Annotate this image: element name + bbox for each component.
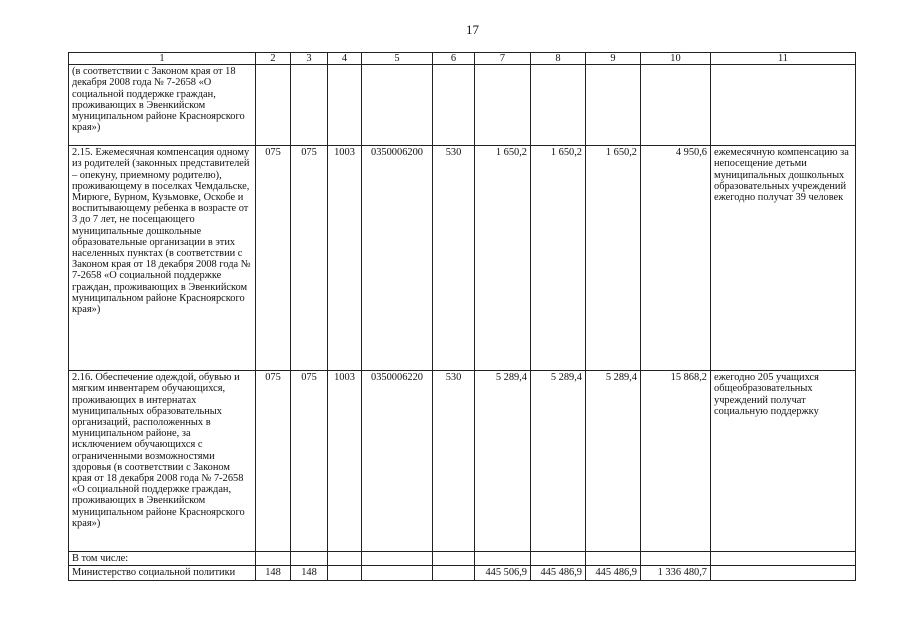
cell-expense-type — [433, 65, 475, 146]
cell-total: 15 868,2 — [641, 371, 711, 552]
page-number: 17 — [466, 22, 479, 37]
cell-result — [711, 566, 856, 580]
column-number: 4 — [328, 53, 362, 65]
cell-amount — [531, 65, 586, 146]
cell-code — [256, 552, 291, 566]
cell-amount: 5 289,4 — [475, 371, 531, 552]
budget-table — [68, 52, 856, 581]
column-number: 7 — [475, 53, 531, 65]
cell-result — [711, 65, 856, 146]
cell-code — [256, 65, 291, 146]
cell-total — [641, 552, 711, 566]
column-number: 9 — [586, 53, 641, 65]
table-row — [69, 566, 856, 580]
cell-section: 1003 — [328, 146, 362, 371]
table-row — [69, 146, 856, 371]
cell-section — [328, 552, 362, 566]
cell-code: 148 — [291, 566, 328, 580]
column-number: 1 — [69, 53, 256, 65]
cell-expense-type: 530 — [433, 371, 475, 552]
cell-result: ежемесячную компенсацию за непосещение детьми муниципальных дошкольных образовательных учреждений ежегодно получат 39 человек — [711, 146, 856, 371]
column-number: 8 — [531, 53, 586, 65]
cell-total: 1 336 480,7 — [641, 566, 711, 580]
column-number: 2 — [256, 53, 291, 65]
cell-amount: 1 650,2 — [586, 146, 641, 371]
column-number: 10 — [641, 53, 711, 65]
cell-section — [328, 65, 362, 146]
cell-amount — [586, 552, 641, 566]
table-row — [69, 65, 856, 146]
cell-target-article — [362, 552, 433, 566]
cell-total: 4 950,6 — [641, 146, 711, 371]
table-row — [69, 552, 856, 566]
cell-amount: 445 486,9 — [586, 566, 641, 580]
cell-code: 148 — [256, 566, 291, 580]
cell-amount: 1 650,2 — [531, 146, 586, 371]
row-name-cell: В том числе: — [69, 552, 256, 566]
cell-amount — [531, 552, 586, 566]
cell-expense-type — [433, 566, 475, 580]
cell-amount — [475, 65, 531, 146]
table-row — [69, 371, 856, 552]
cell-amount — [475, 552, 531, 566]
row-name-cell: 2.16. Обеспечение одеждой, обувью и мягким инвентарем обучающихся, проживающих в интернатах муниципальных образовательных организаций, расположенных в муниципальном районе, за исключением обучающихся с ограниченными возможностями здоровья (в соответствии с Законом края от 18 декабря 2008 года № 7-2658 «О социальной поддержке граждан, проживающих в Эвенкийском муниципальном районе Красноярского края») — [69, 371, 256, 552]
row-name-cell: Министерство социальной политики — [69, 566, 256, 580]
row-name-cell: (в соответствии с Законом края от 18 декабря 2008 года № 7-2658 «О социальной поддержке граждан, проживающих в Эвенкийском муниципальном районе Красноярского края») — [69, 65, 256, 146]
cell-amount: 5 289,4 — [586, 371, 641, 552]
cell-code: 075 — [291, 371, 328, 552]
cell-amount — [586, 65, 641, 146]
cell-section: 1003 — [328, 371, 362, 552]
column-number-row — [69, 53, 856, 65]
cell-code — [291, 65, 328, 146]
cell-amount: 445 506,9 — [475, 566, 531, 580]
row-name-cell: 2.15. Ежемесячная компенсация одному из родителей (законных представителей – опекуну, приемному родителю), проживающему в поселках Чемдальске, Мирюге, Бурном, Кузьмовке, Оскобе и воспитывающему ребенка в возрасте от 3 до 7 лет, не посещающего муниципальные дошкольные образовательные организации в этих населенных пунктах (в соответствии с Законом края от 18 декабря 2008 года № 7-2658 «О социальной поддержке граждан, проживающих в Эвенкийском муниципальном районе Красноярского края») — [69, 146, 256, 371]
cell-amount: 445 486,9 — [531, 566, 586, 580]
cell-expense-type — [433, 552, 475, 566]
cell-total — [641, 65, 711, 146]
cell-target-article: 0350006200 — [362, 146, 433, 371]
column-number: 3 — [291, 53, 328, 65]
cell-expense-type: 530 — [433, 146, 475, 371]
cell-code: 075 — [256, 146, 291, 371]
cell-target-article — [362, 65, 433, 146]
cell-code — [291, 552, 328, 566]
cell-target-article — [362, 566, 433, 580]
cell-result: ежегодно 205 учащихся общеобразовательных учреждений получат социальную поддержку — [711, 371, 856, 552]
cell-target-article: 0350006220 — [362, 371, 433, 552]
column-number: 11 — [711, 53, 856, 65]
cell-code: 075 — [291, 146, 328, 371]
cell-amount: 1 650,2 — [475, 146, 531, 371]
column-number: 6 — [433, 53, 475, 65]
cell-result — [711, 552, 856, 566]
column-number: 5 — [362, 53, 433, 65]
cell-code: 075 — [256, 371, 291, 552]
cell-amount: 5 289,4 — [531, 371, 586, 552]
cell-section — [328, 566, 362, 580]
